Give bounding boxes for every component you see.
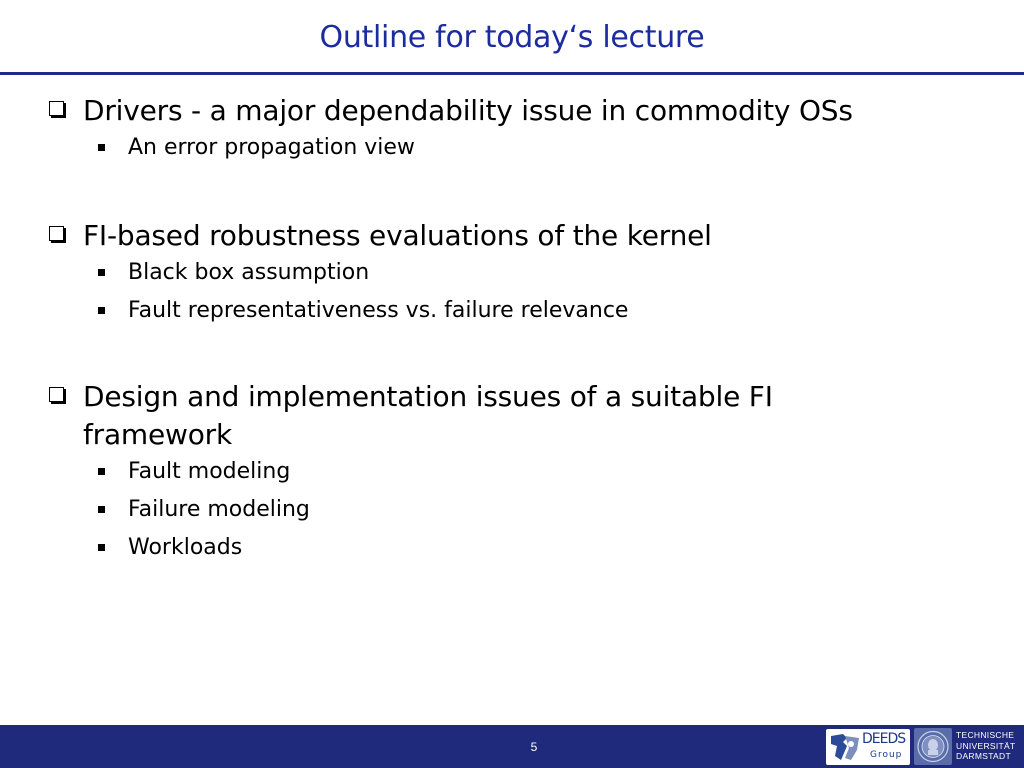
square-bullet-icon: [98, 269, 105, 276]
square-bullet-icon: [98, 506, 105, 513]
deeds-logo-text: DEEDS: [862, 731, 906, 747]
university-line2: UNIVERSITÄT: [956, 740, 1016, 751]
bullet-text: Fault modeling: [128, 459, 291, 484]
checkbox-bullet-icon: [49, 387, 64, 402]
deeds-logo-subtext: Group: [870, 750, 903, 760]
bullet-level1: [46, 92, 996, 130]
checkbox-bullet-icon: [49, 226, 64, 241]
bullet-level1: [46, 378, 996, 454]
square-bullet-icon: [98, 468, 105, 475]
bullet-text: An error propagation view: [128, 135, 415, 160]
bullet-text: FI-based robustness evaluations of the kernel: [83, 219, 712, 252]
page-number: 5: [530, 740, 538, 754]
bullet-level2: [46, 127, 996, 168]
deeds-shield-icon: [829, 732, 861, 762]
bullet-text-line2: framework: [83, 418, 232, 451]
bullet-text: Fault representativeness vs. failure relevance: [128, 298, 629, 323]
bullet-text-line1: Design and implementation issues of a suitable FI: [83, 380, 773, 413]
university-line1: TECHNISCHE: [956, 730, 1015, 740]
university-line3: DARMSTADT: [956, 751, 1011, 761]
bullet-level2: [46, 527, 996, 568]
slide-title: Outline for today‘s lecture: [319, 20, 705, 55]
seal-icon: [914, 728, 952, 765]
university-name: [956, 730, 1016, 762]
square-bullet-icon: [98, 144, 105, 151]
deeds-group-logo: [826, 729, 910, 765]
title-divider: [0, 72, 1024, 75]
bullet-level2: [46, 451, 996, 492]
square-bullet-icon: [98, 544, 105, 551]
bullet-level2: [46, 489, 996, 530]
square-bullet-icon: [98, 307, 105, 314]
bullet-text: Drivers - a major dependability issue in commodity OSs: [83, 94, 853, 127]
bullet-level1: [46, 217, 996, 255]
checkbox-bullet-icon: [49, 101, 64, 116]
bullet-text: Black box assumption: [128, 260, 370, 285]
slide-content: [46, 92, 996, 565]
bullet-text: Workloads: [128, 535, 243, 560]
bullet-text: Failure modeling: [128, 497, 310, 522]
bullet-level2: [46, 290, 996, 331]
bullet-level2: [46, 252, 996, 293]
footer-bar: [0, 725, 1024, 768]
tu-darmstadt-seal-icon: [914, 728, 952, 765]
